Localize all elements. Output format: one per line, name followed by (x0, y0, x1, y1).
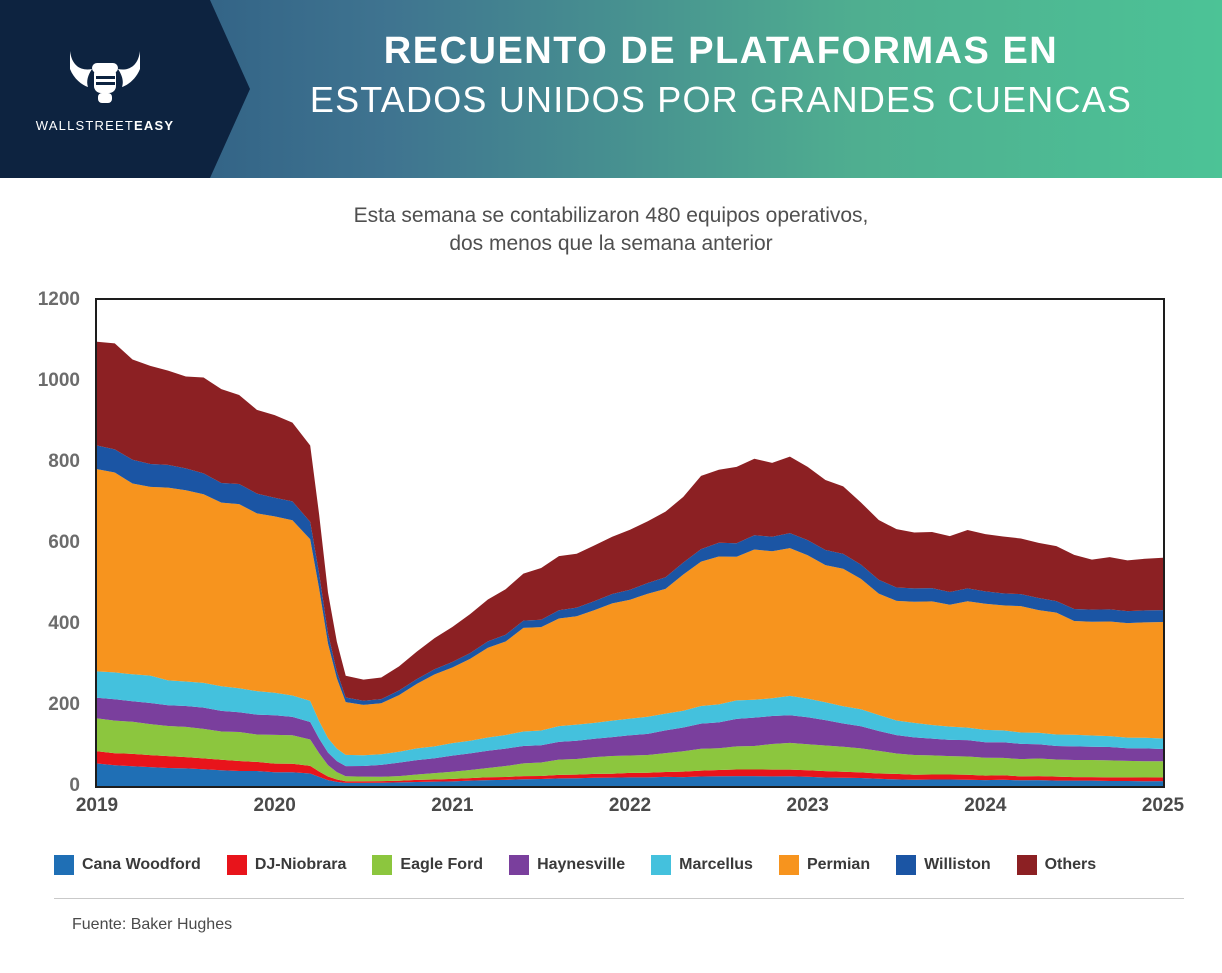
x-axis-tick-label: 2021 (431, 795, 474, 816)
footer-divider (54, 898, 1184, 899)
legend-color-swatch (509, 855, 529, 875)
chart-subtitle (0, 202, 1222, 259)
legend-color-swatch (896, 855, 916, 875)
source-note: Fuente: Baker Hughes (72, 916, 233, 933)
chart-legend (54, 855, 1184, 875)
legend-item-label: Williston (924, 856, 991, 873)
chart-subtitle-line-1: Esta semana se contabilizaron 480 equipos operativos, (353, 204, 869, 227)
brand-logo (0, 0, 210, 178)
legend-item-label: Haynesville (537, 856, 626, 873)
brand-wordmark-bold: EASY (134, 118, 175, 133)
legend-color-swatch (779, 855, 799, 875)
bull-icon (62, 45, 148, 112)
y-axis-tick-label: 200 (48, 694, 80, 715)
x-axis (0, 795, 1222, 829)
legend-item-label: Permian (806, 856, 871, 873)
y-axis-tick-label: 0 (69, 775, 80, 796)
legend-item-label: Eagle Ford (400, 856, 484, 873)
x-axis-tick-label: 2020 (253, 795, 296, 816)
y-axis (0, 289, 88, 796)
title-line-1: RECUENTO DE PLATAFORMAS EN (383, 30, 1059, 72)
page-title (250, 30, 1192, 121)
title-line-2: ESTADOS UNIDOS POR GRANDES CUENCAS (309, 78, 1133, 120)
x-axis-tick-label: 2019 (75, 795, 119, 816)
banner-arrow-shape (210, 0, 250, 178)
x-axis-tick-label: 2022 (608, 795, 652, 816)
brand-wordmark (36, 118, 174, 133)
legend-color-swatch (227, 855, 247, 875)
legend-color-swatch (1017, 855, 1037, 875)
y-axis-tick-label: 800 (48, 451, 80, 472)
x-axis-tick-label: 2023 (786, 795, 829, 816)
legend-color-swatch (54, 855, 74, 875)
legend-item-label: Cana Woodford (82, 856, 201, 873)
y-axis-tick-label: 1200 (37, 289, 80, 310)
legend-item[interactable] (1017, 855, 1097, 875)
legend-color-swatch (372, 855, 392, 875)
stacked-area-series-group (97, 300, 1163, 786)
y-axis-tick-label: 600 (48, 532, 80, 553)
legend-item[interactable] (896, 855, 991, 875)
legend-item-label: Marcellus (679, 856, 753, 873)
chart-subtitle-line-2: dos menos que la semana anterior (449, 232, 773, 256)
legend-item[interactable] (227, 855, 347, 875)
legend-item[interactable] (651, 855, 753, 875)
x-axis-tick-label: 2024 (964, 795, 1007, 816)
y-axis-tick-label: 400 (48, 613, 80, 634)
plot-area (95, 298, 1165, 788)
legend-item[interactable] (509, 855, 625, 875)
legend-item-label: DJ-Niobrara (254, 856, 347, 873)
chart (0, 289, 1222, 816)
y-axis-tick-label: 1000 (37, 370, 80, 391)
header-banner (0, 0, 1222, 178)
legend-color-swatch (651, 855, 671, 875)
brand-wordmark-light: WALLSTREET (35, 118, 134, 133)
x-axis-tick-label: 2025 (1141, 795, 1185, 816)
legend-item[interactable] (372, 855, 483, 875)
legend-item[interactable] (779, 855, 870, 875)
legend-item[interactable] (54, 855, 201, 875)
legend-item-label: Others (1044, 856, 1097, 873)
